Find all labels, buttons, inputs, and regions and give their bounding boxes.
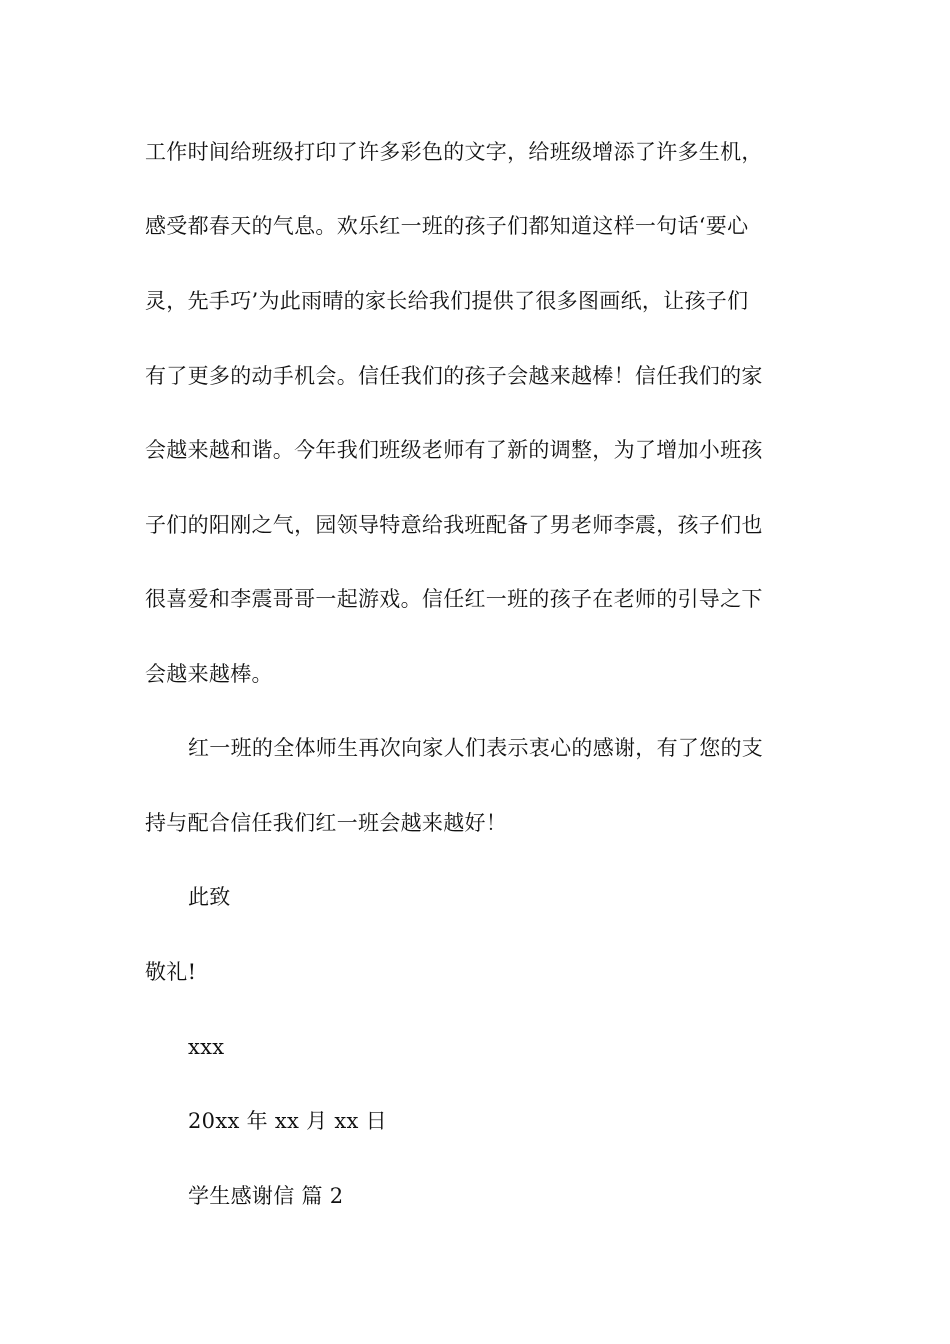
paragraph-line: 红一班的全体师生再次向家人们表示衷心的感谢，有了您的支 (188, 736, 764, 760)
section-heading: 学生感谢信 篇 2 (188, 1184, 344, 1208)
paragraph-line: 灵，先手巧’为此雨晴的家长给我们提供了很多图画纸，让孩子们 (145, 289, 749, 313)
paragraph-line: 会越来越棒。 (145, 662, 273, 686)
paragraph-line: 很喜爱和李震哥哥一起游戏。信任红一班的孩子在老师的引导之下 (145, 587, 763, 611)
paragraph-line: 有了更多的动手机会。信任我们的孩子会越来越棒！信任我们的家 (145, 364, 763, 388)
signature-date: 20xx 年 xx 月 xx 日 (188, 1109, 387, 1133)
closing-regards: 敬礼! (145, 960, 197, 984)
paragraph-line: 子们的阳刚之气，园领导特意给我班配备了男老师李震，孩子们也 (145, 513, 763, 537)
paragraph-line: 工作时间给班级打印了许多彩色的文字，给班级增添了许多生机， (145, 140, 763, 164)
paragraph-line: 会越来越和谐。今年我们班级老师有了新的调整，为了增加小班孩 (145, 438, 763, 462)
paragraph-line: 感受都春天的气息。欢乐红一班的孩子们都知道这样一句话‘要心 (145, 214, 749, 238)
paragraph-line: 持与配合信任我们红一班会越来越好！ (145, 811, 508, 835)
signature-name: xxx (188, 1035, 225, 1059)
closing-salutation: 此致 (188, 885, 231, 909)
